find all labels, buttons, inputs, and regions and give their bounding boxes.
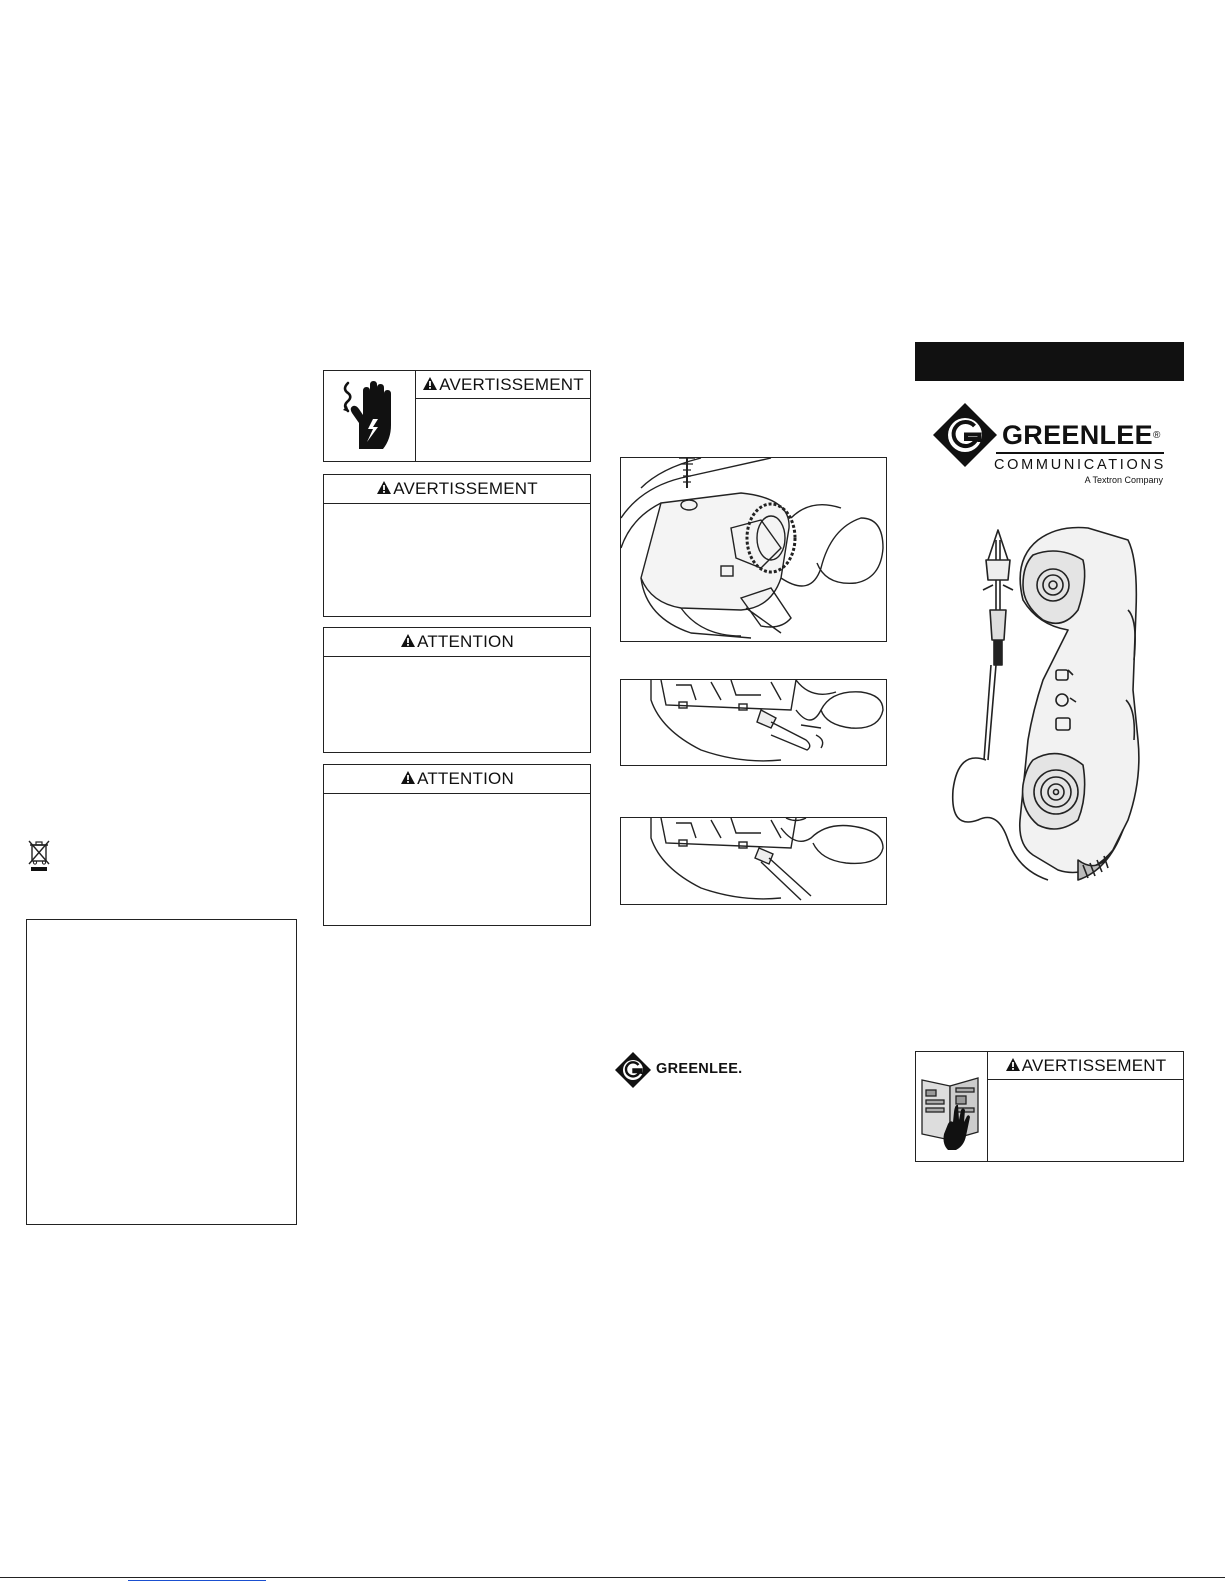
attention-box-1-header — [324, 628, 590, 657]
panel3-brand-mark: . — [738, 1061, 743, 1077]
warning-triangle-icon — [1005, 1057, 1021, 1072]
electric-shock-hand-icon — [340, 379, 400, 453]
panel3-brand-name: GREENLEE — [656, 1061, 739, 1077]
shock-icon-cell — [324, 371, 416, 461]
warning-box — [323, 474, 591, 617]
shock-warning-title: AVERTISSEMENT — [439, 375, 584, 394]
page-bottom-rule — [0, 1577, 1225, 1578]
manual-icon-cell — [916, 1052, 988, 1161]
weee-icon — [26, 838, 52, 872]
figure-1-battery-cover-screw — [620, 457, 887, 642]
test-set-handset-illustration — [938, 520, 1158, 910]
attention-box-2-header — [324, 765, 590, 794]
info-box — [26, 919, 297, 1225]
warning-triangle-icon — [400, 770, 416, 785]
shock-warning-panel — [323, 370, 591, 462]
cover-warning-title: AVERTISSEMENT — [1021, 1056, 1167, 1075]
footer-link-underline[interactable] — [128, 1580, 266, 1581]
shock-warning-header — [416, 371, 590, 399]
attention-box-2-title: ATTENTION — [417, 769, 514, 788]
warning-box-title: AVERTISSEMENT — [393, 479, 538, 498]
cover-parent-company: A Textron Company — [1084, 475, 1163, 485]
attention-box-2 — [323, 764, 591, 926]
warning-box-header — [324, 475, 590, 504]
greenlee-logo-icon — [614, 1051, 652, 1089]
cover-warning-panel — [915, 1051, 1184, 1162]
attention-box-1 — [323, 627, 591, 753]
panel3-greenlee-logo — [614, 1050, 764, 1090]
cover-division: COMMUNICATIONS — [994, 457, 1167, 473]
warning-triangle-icon — [422, 376, 438, 391]
cover-divider — [996, 452, 1164, 454]
warning-triangle-icon — [376, 480, 392, 495]
warning-triangle-icon — [400, 633, 416, 648]
cover-brand-mark: ® — [1152, 430, 1161, 441]
figure-3-battery-installed — [620, 817, 887, 905]
cover-warning-header — [988, 1052, 1183, 1080]
cover-title-bar — [915, 342, 1184, 381]
figure-2-battery-connector — [620, 679, 887, 766]
cover-brand-name: GREENLEE — [1002, 420, 1153, 450]
cover-greenlee-logo — [932, 400, 1167, 490]
attention-box-1-title: ATTENTION — [417, 632, 514, 651]
read-manual-icon — [920, 1074, 982, 1154]
greenlee-logo-icon — [932, 402, 998, 468]
